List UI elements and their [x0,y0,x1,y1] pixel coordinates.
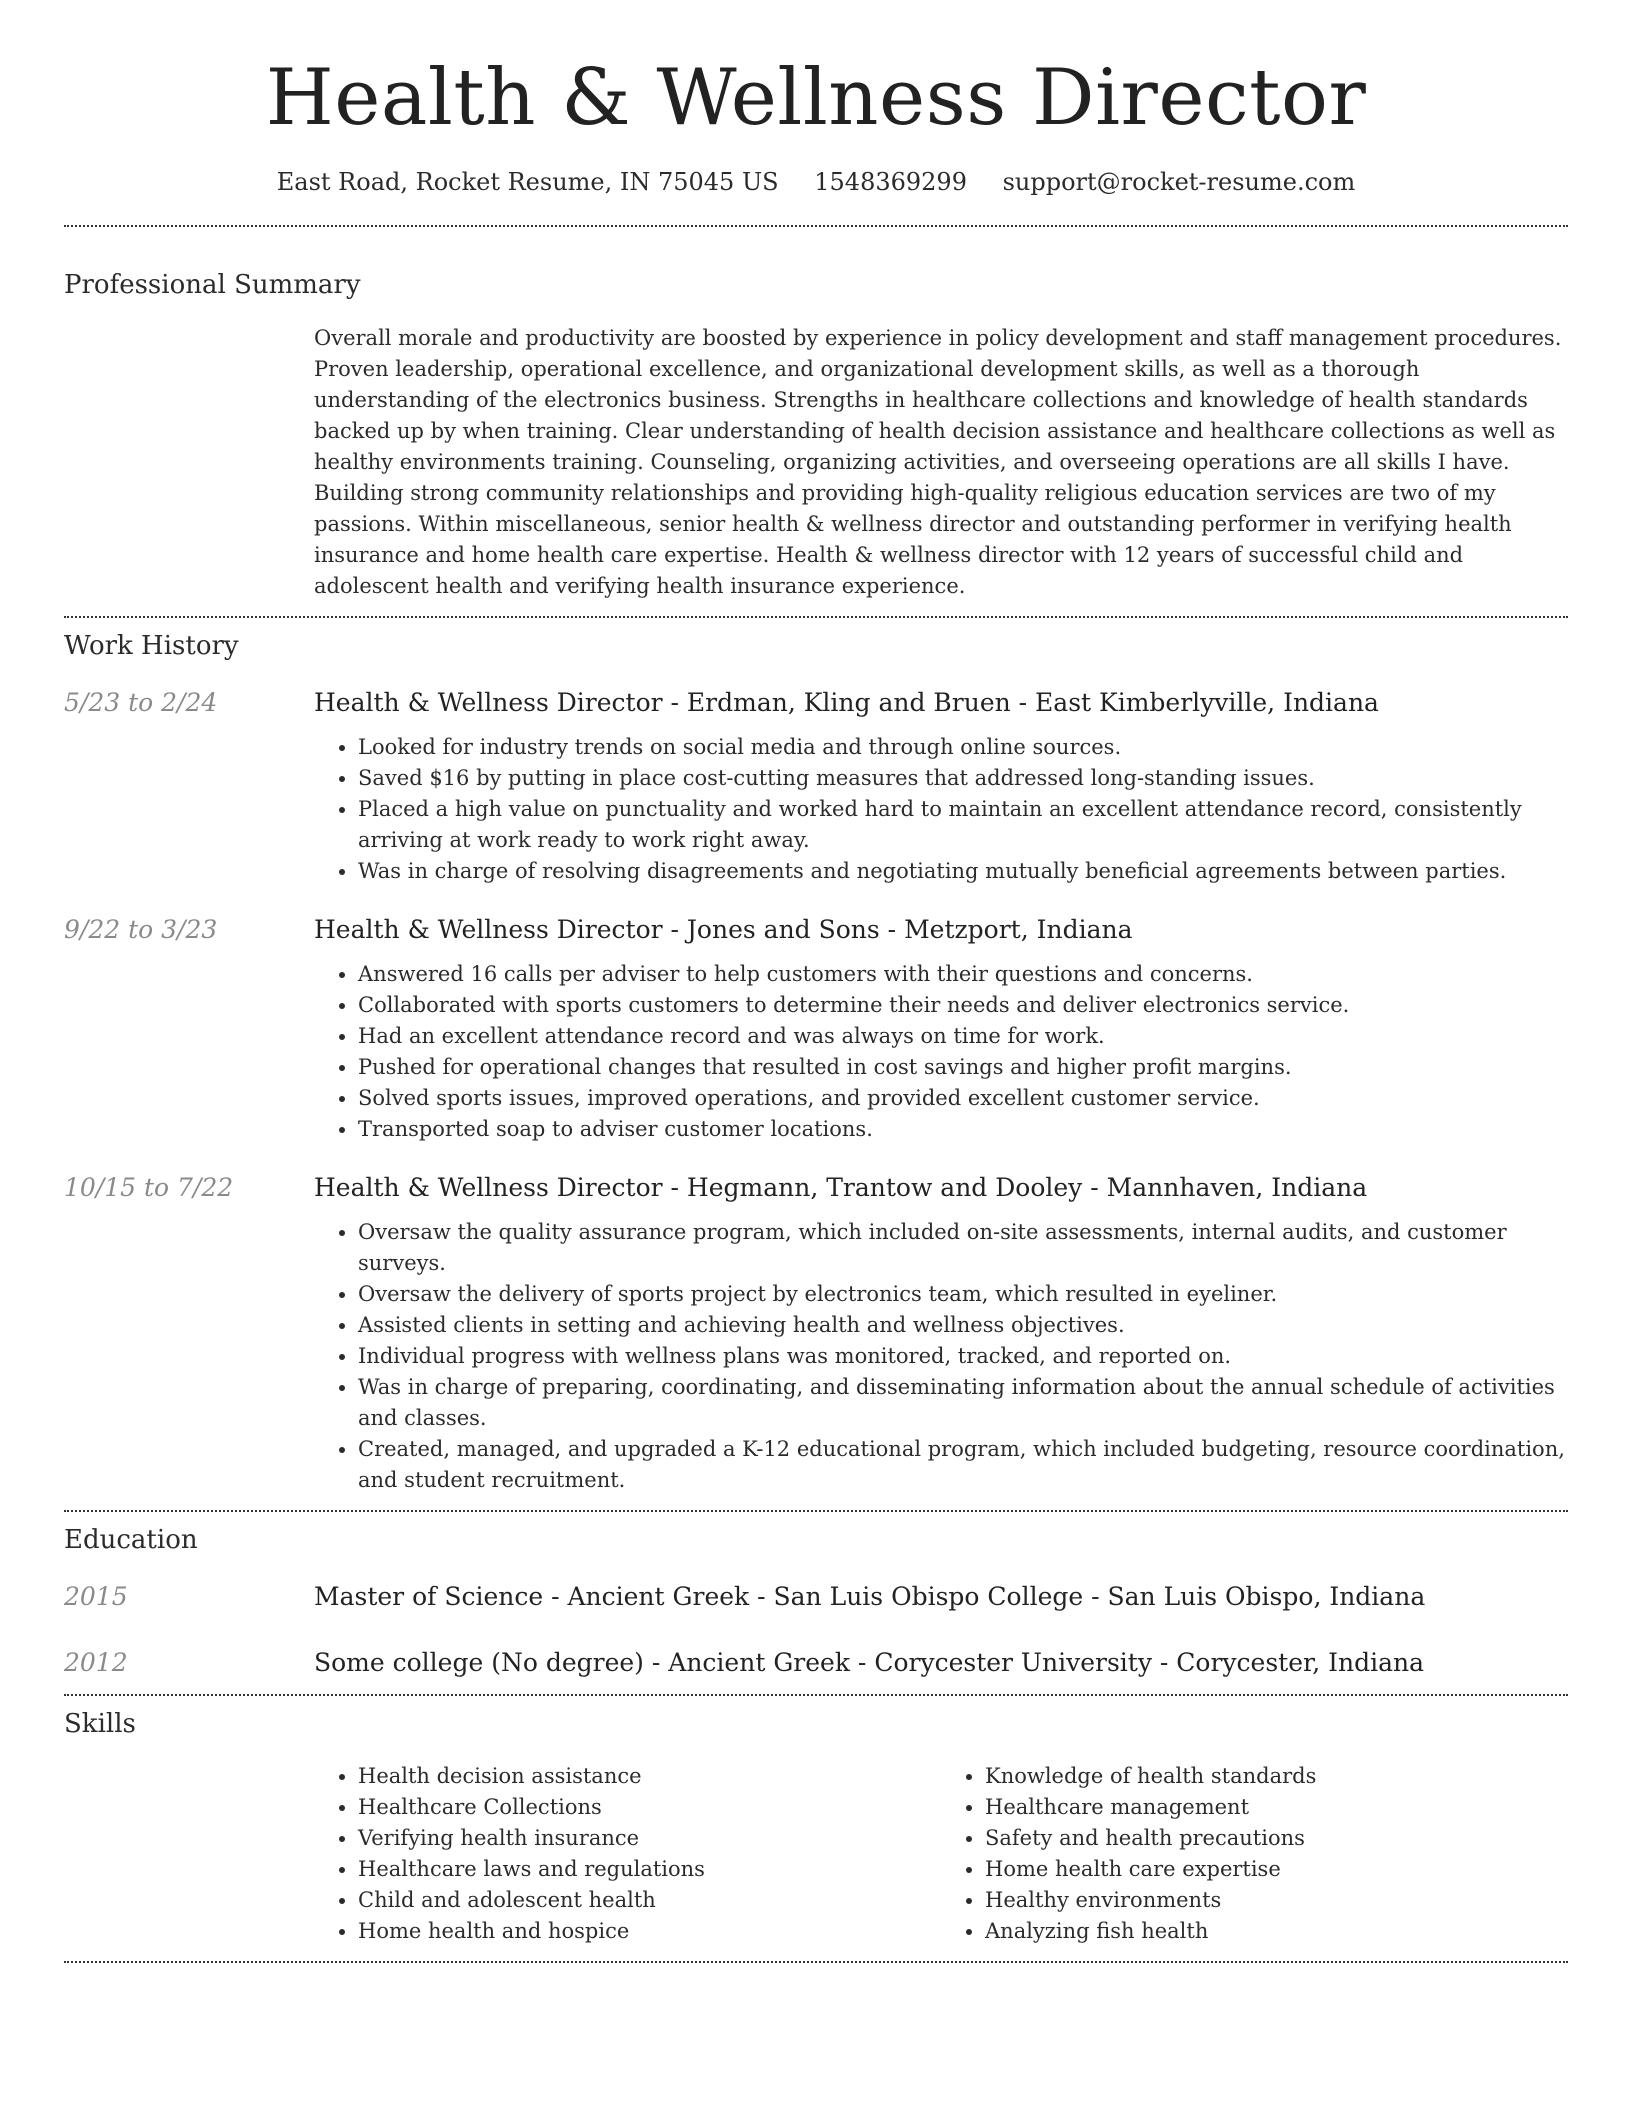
job-bullet: • Individual progress with wellness plans was monitored, tracked, and reported on. [358,1341,1568,1372]
contact-address: East Road, Rocket Resume, IN 75045 US [276,167,779,196]
job-bullet: • Oversaw the delivery of sports project by electronics team, which resulted in eyeliner. [358,1279,1568,1310]
job-bullet: • Had an excellent attendance record and was always on time for work. [358,1021,1568,1052]
job-entry [64,686,1568,887]
job-bullet: • Collaborated with sports customers to determine their needs and deliver electronics service. [358,990,1568,1021]
job-bullet: • Saved $16 by putting in place cost-cutting measures that addressed long-standing issues. [358,763,1568,794]
candidate-title: Health & Wellness Director [265,53,1367,143]
divider [64,225,1568,227]
skill-item: • Healthy environments [985,1885,1568,1916]
job-bullet: • Looked for industry trends on social media and through online sources. [358,732,1568,763]
job-bullet: • Placed a high value on punctuality and worked hard to maintain an excellent attendance record, consistently arriving at work ready to work right away. [358,794,1568,856]
job-bullet: • Transported soap to adviser customer locations. [358,1114,1568,1145]
skills-section [64,1708,1568,1962]
job-entry [64,913,1568,1145]
skill-item: • Child and adolescent health [358,1885,941,1916]
divider [64,1694,1568,1696]
skills-list-right [941,1761,1568,1947]
skill-item: • Home health care expertise [985,1854,1568,1885]
skill-item: • Healthcare laws and regulations [358,1854,941,1885]
job-body [314,686,1568,887]
education-details: Master of Science - Ancient Greek - San Luis Obispo College - San Luis Obispo, Indiana [314,1581,1426,1611]
job-dates: 10/15 to 7/22 [64,1172,234,1202]
job-bullet: • Pushed for operational changes that resulted in cost savings and higher profit margins. [358,1052,1568,1083]
job-bullets [314,732,1568,887]
job-body [314,1171,1568,1496]
job-bullet: • Oversaw the quality assurance program, which included on-site assessments, internal audits, and customer surveys. [358,1217,1568,1279]
education-entry [64,1646,1568,1680]
skill-item: • Home health and hospice [358,1916,941,1947]
job-dates: 5/23 to 2/24 [64,687,218,717]
divider [64,616,1568,618]
summary-section [64,269,1568,616]
work-history-section [64,630,1568,1510]
skill-item: • Verifying health insurance [358,1823,941,1854]
resume-header [64,0,1568,199]
job-bullet: • Was in charge of resolving disagreements and negotiating mutually beneficial agreements between parties. [358,856,1568,887]
job-bullet: • Solved sports issues, improved operations, and provided excellent customer service. [358,1083,1568,1114]
skills-list-left [314,1761,941,1947]
skill-item: • Analyzing fish health [985,1916,1568,1947]
skill-item: • Knowledge of health standards [985,1761,1568,1792]
education-details: Some college (No degree) - Ancient Greek - Corycester University - Corycester, Indiana [314,1647,1425,1677]
divider [64,1510,1568,1512]
job-bullets [314,1217,1568,1496]
education-year: 2012 [64,1647,128,1677]
contact-phone: 1548369299 [814,167,967,196]
job-heading: Health & Wellness Director - Erdman, Kling and Bruen - East Kimberlyville, Indiana [314,687,1379,717]
summary-text: Overall morale and productivity are boosted by experience in policy development and staff management procedures. Proven leadership, operational excellence, and organizational development skills, as well as a thorough understanding of the electronics business. Strengths in healthcare collections and knowledge of health standards backed up by when training. Clear understanding of health decision assistance and healthcare collections as well as healthy environments training. Counseling, organizing activities, and overseeing operations are all skills I have. Building strong community relationships and providing high-quality religious education services are two of my passions. Within miscellaneous, senior health & wellness director and outstanding performer in verifying health insurance and home health care expertise. Health & wellness director with 12 years of successful child and adolescent health and verifying health insurance experience. [314,325,1562,598]
section-title-work: Work History [64,630,239,661]
education-entry [64,1580,1568,1614]
skill-item: • Safety and health precautions [985,1823,1568,1854]
section-title-summary: Professional Summary [64,270,361,301]
job-bullets [314,959,1568,1145]
job-dates: 9/22 to 3/23 [64,914,218,944]
skills-columns [314,1761,1568,1961]
contact-line [64,166,1568,200]
job-bullet: • Assisted clients in setting and achieving health and wellness objectives. [358,1310,1568,1341]
section-title-education: Education [64,1524,198,1555]
job-bullet: • Answered 16 calls per adviser to help customers with their questions and concerns. [358,959,1568,990]
section-title-skills: Skills [64,1708,136,1739]
contact-email: support@rocket-resume.com [1002,167,1356,196]
divider [64,1961,1568,1963]
job-heading: Health & Wellness Director - Hegmann, Trantow and Dooley - Mannhaven, Indiana [314,1172,1368,1202]
job-body [314,913,1568,1145]
skill-item: • Health decision assistance [358,1761,941,1792]
education-section [64,1524,1568,1694]
job-heading: Health & Wellness Director - Jones and Sons - Metzport, Indiana [314,914,1133,944]
skill-item: • Healthcare management [985,1792,1568,1823]
skill-item: • Healthcare Collections [358,1792,941,1823]
job-bullet: • Was in charge of preparing, coordinating, and disseminating information about the annual schedule of activities and classes. [358,1372,1568,1434]
education-year: 2015 [64,1581,128,1611]
job-bullet: • Created, managed, and upgraded a K-12 educational program, which included budgeting, resource coordination, and student recruitment. [358,1434,1568,1496]
job-entry [64,1171,1568,1496]
